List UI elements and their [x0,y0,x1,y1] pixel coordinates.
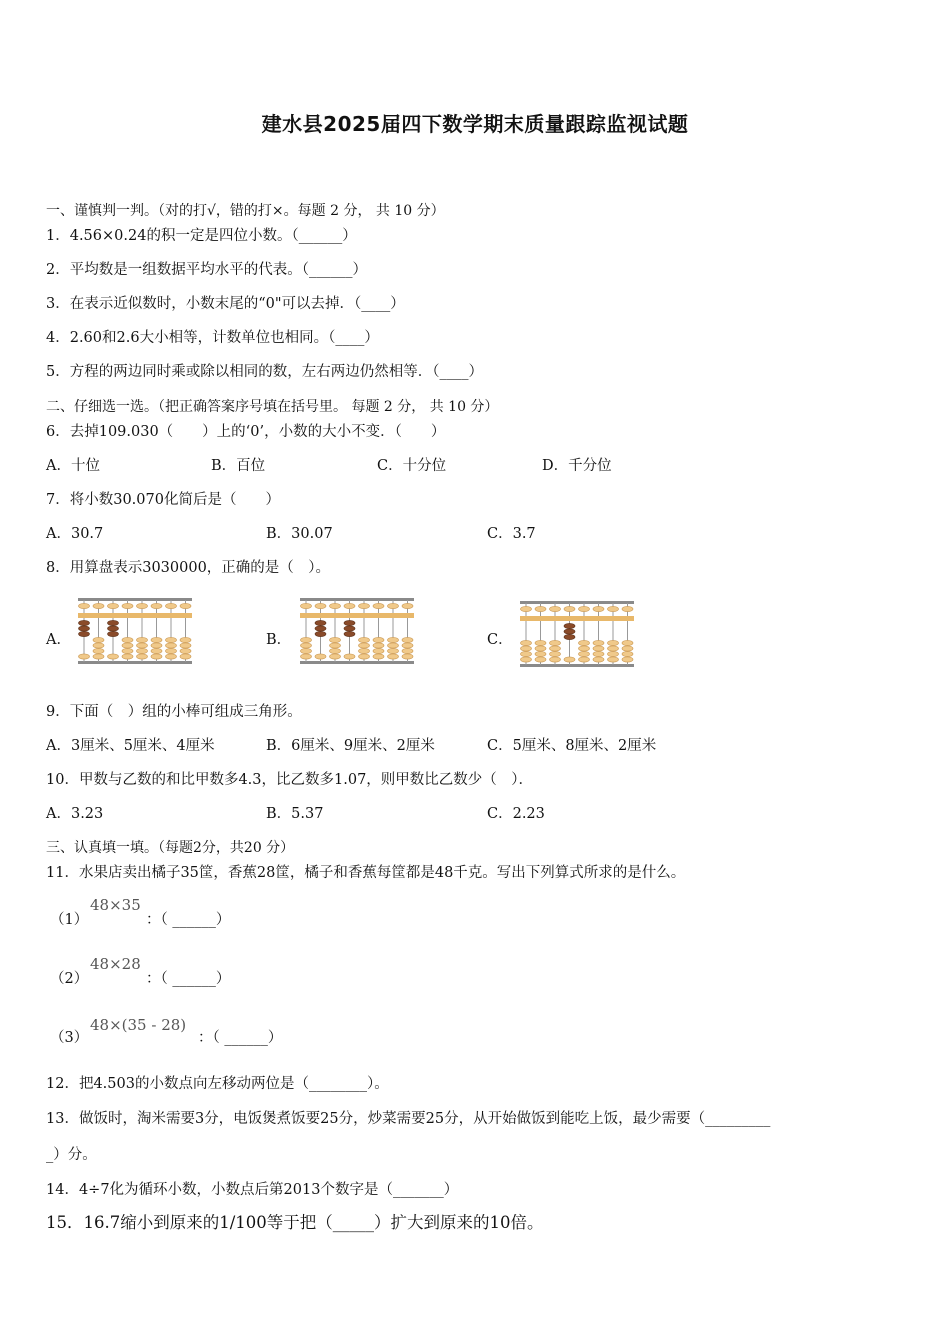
abacus-lower-bead [93,654,104,659]
abacus-lower-bead [344,654,355,659]
question-7: 7．将小数30.070化简后是（ ） [46,492,280,508]
page-title: 建水县2025届四下数学期末质量跟踪监视试题 [261,112,689,136]
abacus-lower-bead [344,626,355,631]
abacus-lower-bead [388,654,399,659]
abacus-lower-bead [579,640,590,645]
question-1: 1．4.56×0.24的积一定是四位小数。（______） [46,228,357,244]
abacus-lower-bead [579,651,590,656]
abacus-upper-bead [579,606,590,611]
abacus-upper-bead [301,603,312,608]
abacus-lower-bead [330,648,341,653]
abacus-lower-bead [359,643,370,648]
abacus-lower-bead [564,657,575,662]
abacus-lower-bead [93,637,104,642]
question-4: 4．2.60和2.6大小相等，计数单位也相同。（____） [46,330,379,346]
abacus-lower-bead [402,654,413,659]
abacus-upper-bead [550,606,561,611]
abacus-lower-bead [521,640,532,645]
q11-part-3-label: （3） [50,1030,89,1046]
abacus-upper-bead [151,603,162,608]
abacus-lower-bead [180,637,191,642]
question-13: 13．做饭时，淘米需要3分，电饭煲煮饭要25分，炒菜需要25分，从开始做饭到能吃上饭，最少需要（_________ [46,1111,771,1127]
abacus-lower-bead [151,637,162,642]
abacus-lower-bead [180,654,191,659]
abacus-lower-bead [388,643,399,648]
abacus-lower-bead [166,643,177,648]
abacus-upper-bead [593,606,604,611]
abacus-upper-bead [315,603,326,608]
abacus-lower-bead [122,654,133,659]
abacus-lower-bead [180,643,191,648]
abacus-lower-bead [402,637,413,642]
abacus-lower-bead [622,640,633,645]
abacus-lower-bead [180,648,191,653]
abacus-lower-bead [79,654,90,659]
q8-option-c: C． [487,632,513,648]
abacus-lower-bead [166,654,177,659]
q7-option-a: A．30.7 [46,526,104,542]
q11-part-3-blank: ：（ ______） [198,1030,283,1046]
abacus-lower-bead [137,643,148,648]
abacus-frame-top [520,601,634,604]
abacus-lower-bead [151,654,162,659]
abacus-lower-bead [359,637,370,642]
abacus-lower-bead [535,657,546,662]
abacus-lower-bead [93,648,104,653]
abacus-lower-bead [301,648,312,653]
abacus-lower-bead [622,646,633,651]
abacus-lower-bead [108,631,119,636]
abacus-lower-bead [344,631,355,636]
section-3-header: 三、认真填一填。（每题2分，共20 分） [46,840,295,856]
abacus-lower-bead [535,651,546,656]
question-6: 6．去掉109.030（ ）上的‘0’，小数的大小不变．（ ） [46,424,446,440]
section-1-header: 一、谨慎判一判。（对的打√，错的打×。每题 2 分， 共 10 分） [46,203,445,219]
abacus-lower-bead [330,637,341,642]
q11-part-1-blank: ：（ ______） [146,912,231,928]
abacus-lower-bead [535,640,546,645]
q6-option-c: C．十分位 [377,458,447,474]
q6-option-a: A．十位 [46,458,100,474]
abacus-lower-bead [166,648,177,653]
abacus-upper-bead [388,603,399,608]
abacus-upper-bead [79,603,90,608]
abacus-lower-bead [93,643,104,648]
abacus-lower-bead [579,657,590,662]
abacus-lower-bead [151,648,162,653]
q10-option-c: C．2.23 [487,806,545,822]
question-10: 10．甲数与乙数的和比甲数多4.3，比乙数多1.07，则甲数比乙数少（ ）． [46,772,534,788]
abacus-lower-bead [373,643,384,648]
question-12: 12．把4.503的小数点向左移动两位是（________）。 [46,1076,389,1092]
abacus-lower-bead [550,646,561,651]
abacus-upper-bead [535,606,546,611]
abacus-beam [520,616,634,621]
abacus-lower-bead [137,637,148,642]
abacus-lower-bead [608,651,619,656]
q9-option-a: A．3厘米、5厘米、4厘米 [46,738,215,754]
question-13-continued: _）分。 [46,1147,97,1163]
abacus-lower-bead [388,648,399,653]
abacus-lower-bead [593,651,604,656]
q10-option-a: A．3.23 [46,806,104,822]
question-15: 15．16.7缩小到原来的1/100等于把（_____）扩大到原来的10倍。 [46,1213,544,1232]
q9-option-b: B．6厘米、9厘米、2厘米 [266,738,435,754]
abacus-upper-bead [122,603,133,608]
abacus-lower-bead [593,640,604,645]
abacus-lower-bead [593,646,604,651]
abacus-lower-bead [608,640,619,645]
abacus-lower-bead [301,643,312,648]
abacus-upper-bead [344,603,355,608]
abacus-lower-bead [535,646,546,651]
abacus-c-image [518,599,636,669]
question-11: 11．水果店卖出橘子35筐，香蕉28筐，橘子和香蕉每筐都是48千克。写出下列算式所求的是什么。 [46,865,686,881]
abacus-lower-bead [622,657,633,662]
abacus-lower-bead [315,620,326,625]
abacus-upper-bead [608,606,619,611]
q11-part-2-formula: 48×28 [90,955,141,973]
abacus-upper-bead [93,603,104,608]
abacus-upper-bead [402,603,413,608]
abacus-upper-bead [521,606,532,611]
abacus-lower-bead [108,654,119,659]
question-9: 9．下面（ ）组的小棒可组成三角形。 [46,704,302,720]
abacus-lower-bead [550,651,561,656]
abacus-lower-bead [122,648,133,653]
q6-option-d: D．千分位 [542,458,612,474]
abacus-lower-bead [301,654,312,659]
abacus-frame-bottom [300,661,414,664]
abacus-lower-bead [373,637,384,642]
q7-option-c: C．3.7 [487,526,536,542]
abacus-lower-bead [108,620,119,625]
abacus-frame-top [300,598,414,601]
abacus-lower-bead [79,631,90,636]
abacus-lower-bead [344,620,355,625]
abacus-lower-bead [137,654,148,659]
abacus-frame-bottom [520,664,634,667]
question-2: 2．平均数是一组数据平均水平的代表。（______） [46,262,367,278]
abacus-lower-bead [593,657,604,662]
abacus-upper-bead [359,603,370,608]
q7-option-b: B．30.07 [266,526,333,542]
q10-option-b: B．5.37 [266,806,324,822]
abacus-upper-bead [180,603,191,608]
abacus-lower-bead [151,643,162,648]
q8-option-b: B． [266,632,292,648]
q6-option-b: B．百位 [211,458,266,474]
abacus-lower-bead [79,620,90,625]
abacus-lower-bead [359,654,370,659]
abacus-lower-bead [315,654,326,659]
abacus-lower-bead [550,640,561,645]
abacus-lower-bead [564,634,575,639]
abacus-lower-bead [521,657,532,662]
q11-part-3-formula: 48×(35 - 28) [90,1016,187,1034]
abacus-upper-bead [622,606,633,611]
abacus-lower-bead [330,654,341,659]
question-5: 5．方程的两边同时乘或除以相同的数，左右两边仍然相等．（____） [46,364,483,380]
section-2-header: 二、仔细选一选。（把正确答案序号填在括号里。 每题 2 分， 共 10 分） [46,399,499,415]
abacus-lower-bead [137,648,148,653]
q9-option-c: C．5厘米、8厘米、2厘米 [487,738,657,754]
abacus-lower-bead [521,651,532,656]
abacus-lower-bead [330,643,341,648]
q11-part-2-blank: ：（ ______） [146,971,231,987]
abacus-lower-bead [550,657,561,662]
abacus-upper-bead [137,603,148,608]
abacus-lower-bead [315,626,326,631]
abacus-lower-bead [122,643,133,648]
abacus-lower-bead [564,629,575,634]
abacus-b-image [298,596,416,666]
q11-part-2-label: （2） [50,971,89,987]
abacus-beam [300,613,414,618]
abacus-lower-bead [373,648,384,653]
abacus-lower-bead [402,643,413,648]
q11-part-1-label: （1） [50,912,89,928]
abacus-lower-bead [608,657,619,662]
abacus-lower-bead [315,631,326,636]
q11-part-1-formula: 48×35 [90,896,141,914]
abacus-lower-bead [359,648,370,653]
abacus-beam [78,613,192,618]
abacus-lower-bead [108,626,119,631]
abacus-lower-bead [122,637,133,642]
question-8: 8．用算盘表示3030000，正确的是（ ）。 [46,560,331,576]
abacus-upper-bead [330,603,341,608]
abacus-frame-top [78,598,192,601]
abacus-lower-bead [79,626,90,631]
abacus-lower-bead [388,637,399,642]
question-3: 3．在表示近似数时，小数末尾的“0"可以去掉．（____） [46,296,405,312]
abacus-lower-bead [579,646,590,651]
q8-option-a: A． [46,632,71,648]
abacus-upper-bead [564,606,575,611]
abacus-lower-bead [166,637,177,642]
question-14: 14．4÷7化为循环小数，小数点后第2013个数字是（_______） [46,1182,459,1198]
abacus-lower-bead [622,651,633,656]
abacus-lower-bead [402,648,413,653]
abacus-lower-bead [608,646,619,651]
abacus-upper-bead [108,603,119,608]
abacus-lower-bead [301,637,312,642]
abacus-lower-bead [564,623,575,628]
abacus-frame-bottom [78,661,192,664]
abacus-lower-bead [521,646,532,651]
abacus-upper-bead [166,603,177,608]
abacus-a-image [76,596,194,666]
abacus-upper-bead [373,603,384,608]
abacus-lower-bead [373,654,384,659]
